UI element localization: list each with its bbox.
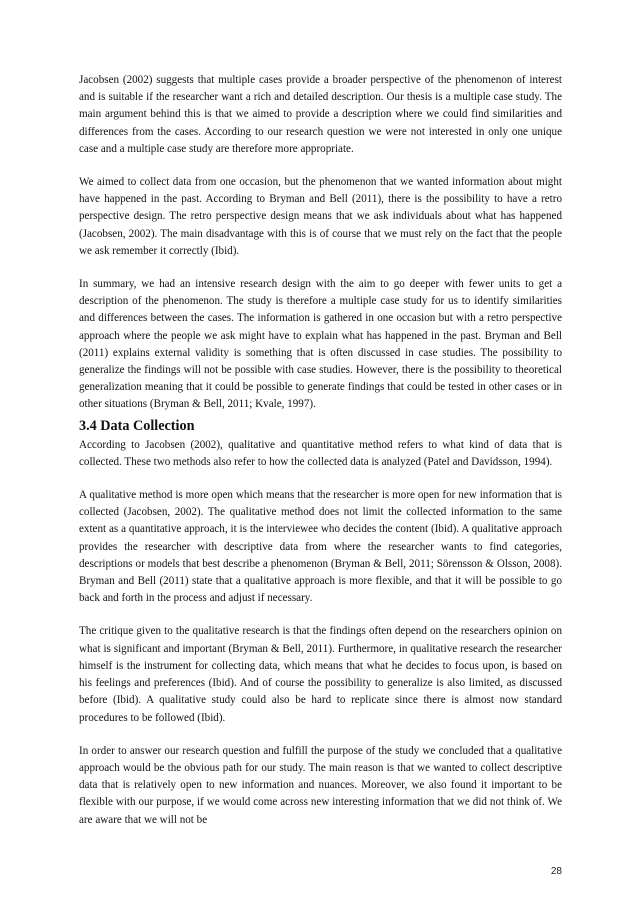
paragraph-critique: The critique given to the qualitative research is that the findings often depend on the researchers opinion on what is significant and important (Bryman & Bell, 2011). Furthermore, in qualitative research the researcher himself is the instrument for collecting data, which means that what he decides to focus upon, is based on his feelings and preferences (Ibid). And of course the possibility to generalize is also limited, as discussed before (Ibid). A qualitative study could also be hard to replicate since there is almost now standard procedures to be followed (Ibid).: [79, 625, 562, 724]
paragraph-spacer: [79, 260, 562, 276]
paragraph-spacer: [79, 607, 562, 623]
section-heading: 3.4 Data Collection: [79, 417, 195, 434]
paragraph-qualitative-method: A qualitative method is more open which means that the researcher is more open for new information that is collected (Jacobsen, 2002). The qualitative method does not limit the collected information to the same extent as a quantitative approach, it is the interviewee who decides the content (Ibid). A qualitative approach provides the researcher with descriptive data from where the researcher wants to find categories, descriptions or models that best describe a phenomenon (Bryman & Bell, 2011; Sörensson & Olsson, 2008). Bryman and Bell (2011) state that a qualitative approach is more flexible, and that it will be possible to go back and forth in the process and adjust if necessary.: [79, 489, 562, 605]
paragraph-spacer: [79, 158, 562, 174]
paragraph-spacer: [79, 471, 562, 487]
paragraph-spacer: [79, 727, 562, 743]
paragraph-qualitative-quantitative: According to Jacobsen (2002), qualitative and quantitative method refers to what kind of data that is collected. These two methods also refer to how the collected data is analyzed (Patel and Davidsson, 1994).: [79, 438, 562, 468]
page-number: 28: [550, 866, 562, 877]
paragraph-conclusion: In order to answer our research question and fulfill the purpose of the study we concluded that a qualitative approach would be the obvious path for our study. The main reason is that we wanted to collect descriptive data that is relatively open to new information and nuances. Moreover, we also found it important to be flexible with our purpose, if we would come across new interesting information that we did not think of. We are aware that we will not be: [79, 744, 562, 826]
paragraph-summary: In summary, we had an intensive research design with the aim to go deeper with fewer units to get a description of the phenomenon. The study is therefore a multiple case study for us to identify similarities and differences between the cases. The information is gathered in one occasion but with a retro perspective approach where the people we ask might have to explain what has happened in the past. Bryman and Bell (2011) explains external validity is something that is often discussed in case studies. The possibility to generalize the findings will not be possible with case studies. However, there is the possibility to theoretical generalization meaning that it could be possible to generate findings that could be tested in other cases or in other situations (Bryman & Bell, 2011; Kvale, 1997).: [79, 278, 562, 411]
paragraph-retro-perspective: We aimed to collect data from one occasion, but the phenomenon that we wanted information about might have happened in the past. According to Bryman and Bell (2011), there is the possibility to have a retro perspective design. The retro perspective design means that we ask individuals about what has happened (Jacobsen, 2002). The main disadvantage with this is of course that we must rely on the fact that the people we ask remember it correctly (Ibid).: [79, 176, 562, 257]
document-page: [79, 72, 562, 829]
paragraph-multiple-case: Jacobsen (2002) suggests that multiple cases provide a broader perspective of the phenomenon of interest and is suitable if the researcher want a rich and detailed description. Our thesis is a multiple case study. The main argument behind this is that we aimed to provide a description where we could find similarities and differences from the cases. According to our research question we were not interested in only one unique case and a multiple case study are therefore more appropriate.: [79, 74, 562, 155]
